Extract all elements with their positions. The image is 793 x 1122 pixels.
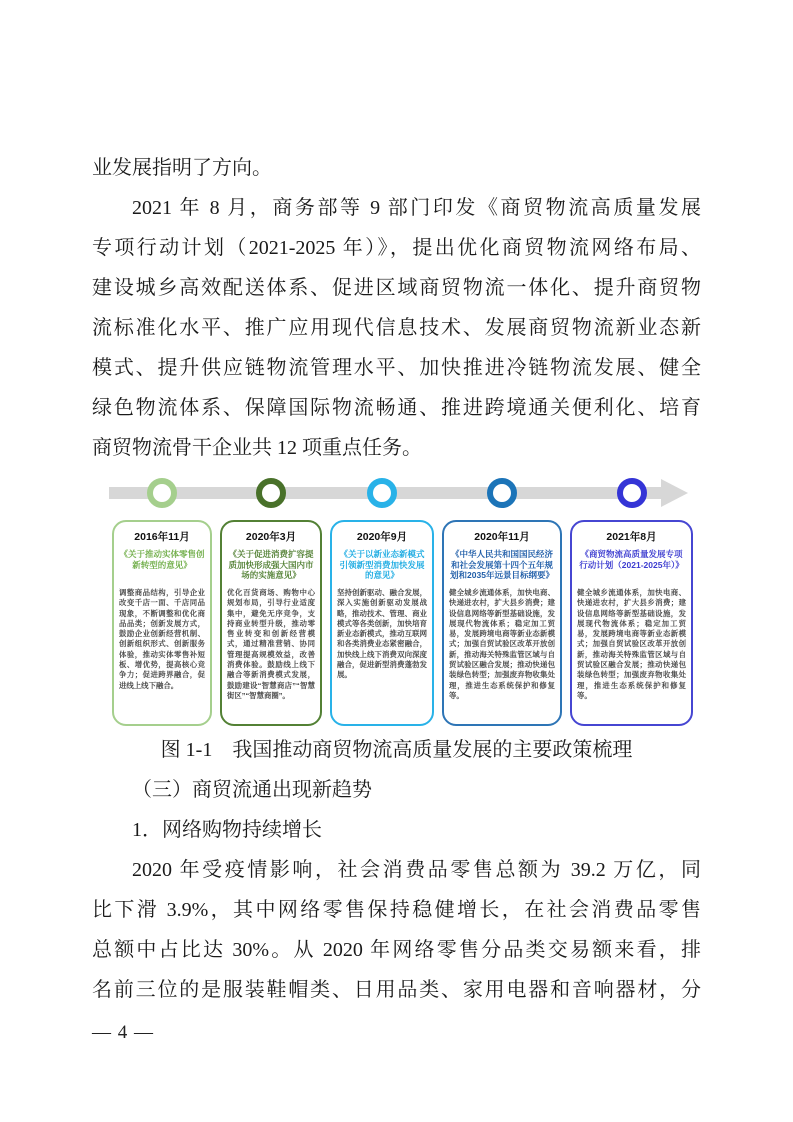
body-text-line: 2021 年 8 月，商务部等 9 部门印发《商贸物流高质量发展 — [132, 197, 701, 219]
body-text-line: 模式、提升供应链物流管理水平、加快推进冷链物流发展、健全 — [92, 357, 701, 379]
body-text-line: 建设城乡高效配送体系、促进区域商贸物流一体化、提升商贸物 — [92, 277, 701, 299]
policy-box — [330, 520, 434, 726]
policy-box-header — [227, 528, 315, 588]
timeline-node-cell — [220, 476, 322, 508]
policy-date: 2016年11月 — [134, 531, 190, 543]
timeline-node-cell — [442, 476, 562, 508]
page-number: — 4 — — [92, 1022, 154, 1043]
policy-box-header — [337, 528, 427, 588]
policy-summary: 健全城乡流通体系，加快电商、快递进农村，扩大县乡消费；建设信息网络等新型基础设施，发展现代物流体系；稳定加工贸易，发展跨境电商等新业态新模式；加强自贸试验区改革开放创新，推动海关特殊监管区域与自贸试验区融合发展；推动快递包装绿色转型；加强废弃物收集处理，推进生态系统保护和修复等。 — [449, 588, 555, 700]
timeline-nodes — [112, 476, 695, 508]
body-text-line: 名前三位的是服装鞋帽类、日用品类、家用电器和音响器材，分 — [92, 979, 701, 1001]
policy-date: 2020年11月 — [474, 531, 530, 543]
policy-box-header — [119, 528, 205, 588]
policy-title: 《关于促进消费扩容提质加快形成强大国内市场的实施意见》 — [228, 549, 314, 580]
numbered-heading: 1．网络购物持续增长 — [132, 819, 322, 841]
timeline-node-cell — [570, 476, 693, 508]
timeline-axis — [112, 476, 695, 510]
body-text-line: 专项行动计划（2021-2025 年）》，提出优化商贸物流网络布局、 — [92, 237, 701, 259]
policy-box — [112, 520, 212, 726]
policy-box-header — [449, 528, 555, 588]
policy-box-header — [577, 528, 686, 588]
policy-summary: 优化百货商场、购物中心规划布局，引导行业适度集中，避免无序竞争，支持商业转型升级，推动零售业转变和创新经营模式，通过精准营销、协同管理提高规模效益，改善消费体验。鼓励线上线下融合等新消费模式发展，鼓励建设“智慧商店”“智慧街区”“智慧商圈”。 — [227, 588, 315, 700]
timeline-node-icon — [256, 478, 286, 508]
body-text-line: 2020 年受疫情影响，社会消费品零售总额为 39.2 万亿，同 — [132, 859, 701, 881]
section-heading: （三）商贸流通出现新趋势 — [132, 779, 372, 801]
policy-timeline-figure — [112, 476, 695, 726]
timeline-node-icon — [367, 478, 397, 508]
body-text-line: 流标准化水平、推广应用现代信息技术、发展商贸物流新业态新 — [92, 317, 701, 339]
policy-date: 2021年8月 — [606, 531, 657, 543]
policy-date: 2020年9月 — [356, 531, 408, 543]
policy-title: 《中华人民共和国国民经济和社会发展第十四个五年规划和2035年远景目标纲要》 — [450, 549, 554, 580]
policy-summary: 坚持创新驱动、融合发展，深入实施创新驱动发展战略，推动技术、管理、商业模式等各类创新，加快培育新业态新模式，推动互联网和各类消费业态紧密融合，加快线上线下消费双向深度融合，促进新型消费蓬勃发展。 — [337, 588, 427, 680]
upper-text-block — [92, 148, 701, 468]
body-text-line: 绿色物流体系、保障国际物流畅通、推进跨境通关便利化、培育 — [92, 397, 701, 419]
policy-box — [220, 520, 322, 726]
policy-box — [570, 520, 693, 726]
timeline-node-cell — [112, 476, 212, 508]
policy-summary: 健全城乡流通体系，加快电商、快递进农村，扩大县乡消费；建设信息网络等新型基础设施，发展现代物流体系；稳定加工贸易，发展跨境电商等新业态新模式；加强自贸试验区改革开放创新，推动海关特殊监管区域与自贸试验区融合发展；推动快递包装绿色转型；加强废弃物收集处理，推进生态系统保护和修复等。 — [577, 588, 686, 700]
body-text-line: 比下滑 3.9%，其中网络零售保持稳健增长，在社会消费品零售 — [92, 899, 701, 921]
figure-caption: 图 1-1 我国推动商贸物流高质量发展的主要政策梳理 — [160, 739, 633, 761]
timeline-node-icon — [487, 478, 517, 508]
policy-title: 《关于以新业态新模式引领新型消费加快发展的意见》 — [339, 549, 425, 580]
timeline-node-cell — [330, 476, 434, 508]
policy-summary: 调整商品结构，引导企业改变千店一面、千店同品现象，不断调整和优化商品品类；创新发展方式，鼓励企业创新经营机制、创新组织形式、创新服务体验，推动实体零售补短板、增优势，提高核心竞争力；促进跨界融合，促进线上线下融合。 — [119, 588, 205, 690]
policy-title: 《关于推动实体零售创新转型的意见》 — [119, 549, 205, 570]
policy-date: 2020年3月 — [245, 531, 297, 543]
body-text-line: 业发展指明了方向。 — [92, 157, 272, 179]
timeline-node-icon — [147, 478, 177, 508]
policy-title: 《商贸物流高质量发展专项行动计划（2021-2025年）》 — [579, 549, 684, 570]
lower-text-block — [92, 770, 701, 1010]
policy-boxes — [112, 520, 695, 726]
policy-box — [442, 520, 562, 726]
body-text-line: 商贸物流骨干企业共 12 项重点任务。 — [92, 437, 422, 459]
body-text-line: 总额中占比达 30%。从 2020 年网络零售分品类交易额来看，排 — [92, 939, 701, 961]
timeline-node-icon — [617, 478, 647, 508]
